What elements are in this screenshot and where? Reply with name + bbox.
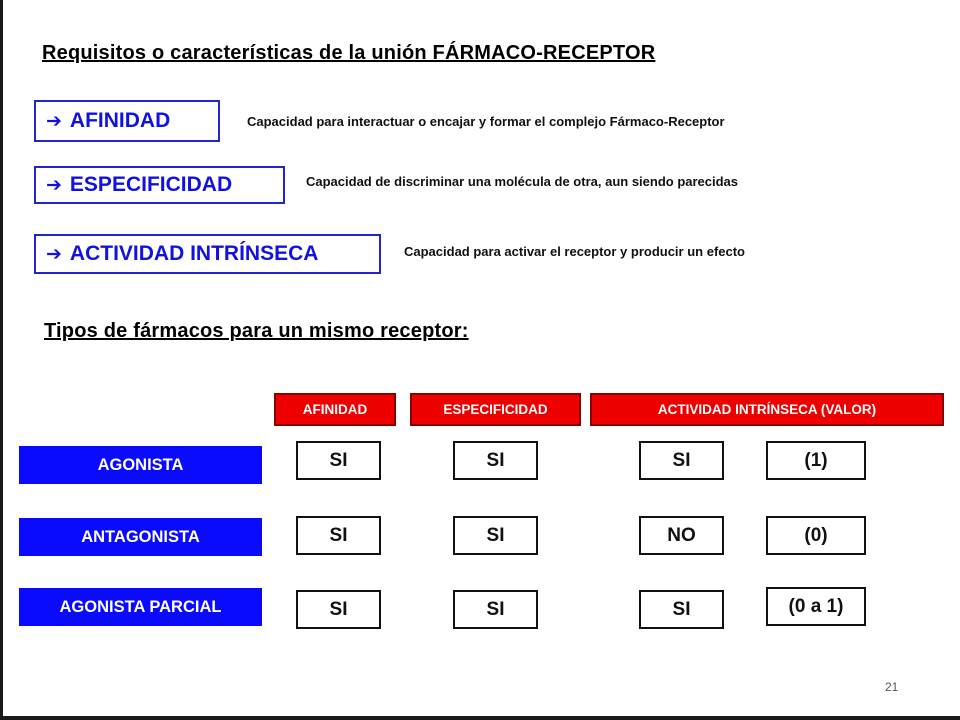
col-header-actividad: ACTIVIDAD INTRÍNSECA (VALOR) xyxy=(590,393,944,426)
cell-afinidad: SI xyxy=(296,516,381,555)
requisito-especificidad-box xyxy=(34,166,285,204)
slide-number: 21 xyxy=(885,680,899,694)
cell-valor: (1) xyxy=(766,441,866,480)
arrow-right-icon: ➔ xyxy=(46,174,62,196)
cell-actividad: SI xyxy=(639,441,724,480)
requisito-label: ACTIVIDAD INTRÍNSECA xyxy=(69,242,319,265)
col-header-afinidad: AFINIDAD xyxy=(274,393,396,426)
row-label-agonista-parcial: AGONISTA PARCIAL xyxy=(19,588,262,626)
cell-especificidad: SI xyxy=(453,590,538,629)
cell-especificidad: SI xyxy=(453,441,538,480)
requisito-label: AFINIDAD xyxy=(69,109,171,132)
requisito-description: Capacidad para interactuar o encajar y formar el complejo Fármaco-Receptor xyxy=(247,114,725,129)
requisitos-title: Requisitos o características de la unión FÁRMACO-RECEPTOR xyxy=(42,42,656,64)
cell-valor: (0 a 1) xyxy=(766,587,866,626)
row-label-agonista: AGONISTA xyxy=(19,446,262,484)
requisito-description: Capacidad para activar el receptor y producir un efecto xyxy=(404,244,746,259)
arrow-right-icon: ➔ xyxy=(46,243,62,265)
arrow-right-icon: ➔ xyxy=(46,110,62,132)
cell-actividad: SI xyxy=(639,590,724,629)
col-header-especificidad: ESPECIFICIDAD xyxy=(410,393,581,426)
cell-afinidad: SI xyxy=(296,590,381,629)
row-label-antagonista: ANTAGONISTA xyxy=(19,518,262,556)
tipos-title: Tipos de fármacos para un mismo receptor: xyxy=(44,320,469,342)
requisito-afinidad-box xyxy=(34,100,220,142)
cell-actividad: NO xyxy=(639,516,724,555)
cell-especificidad: SI xyxy=(453,516,538,555)
cell-valor: (0) xyxy=(766,516,866,555)
requisito-label: ESPECIFICIDAD xyxy=(69,173,233,196)
requisito-actividad-box xyxy=(34,234,381,274)
requisito-description: Capacidad de discriminar una molécula de otra, aun siendo parecidas xyxy=(306,174,739,189)
cell-afinidad: SI xyxy=(296,441,381,480)
